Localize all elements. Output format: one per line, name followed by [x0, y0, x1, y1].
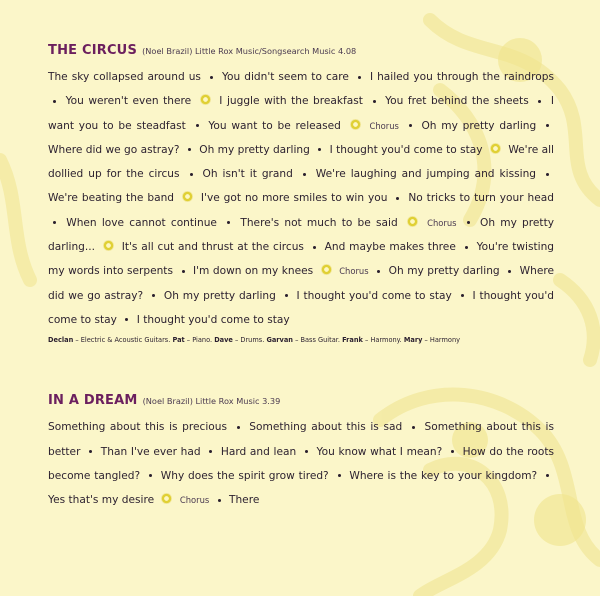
musician-name: Dave — [214, 336, 233, 345]
bullet-separator — [313, 246, 316, 249]
sun-icon — [350, 119, 361, 130]
musician-name: Frank — [342, 336, 363, 345]
bullet-separator — [285, 294, 288, 297]
song-heading — [48, 390, 554, 410]
bullet-separator — [218, 499, 221, 502]
lyric-line: You're twisting my words into serpents — [48, 241, 555, 278]
bullet-separator — [125, 318, 128, 321]
lyric-line: I thought you'd come to stay — [329, 143, 483, 156]
bullet-separator — [508, 270, 511, 273]
lyric-line: I thought you'd come to stay — [296, 289, 452, 302]
lyric-line: Than I've ever had — [100, 445, 201, 458]
bullet-separator — [210, 76, 213, 79]
bullet-separator — [338, 474, 341, 477]
lyric-line: Why does the spirit grow tired? — [160, 469, 329, 482]
musician-credits — [48, 334, 554, 346]
lyric-line: I thought you'd come to stay — [48, 289, 555, 326]
lyric-line: Oh my pretty darling... — [48, 216, 554, 254]
lyric-line: And maybe makes three — [324, 241, 456, 254]
bullet-separator — [396, 197, 399, 200]
bullet-separator — [546, 124, 549, 127]
lyric-line: How do the roots become tangled? — [48, 445, 555, 482]
musician-name: Declan — [48, 336, 74, 345]
bullet-separator — [461, 294, 464, 297]
lyric-line: It's all cut and thrust at the circus — [121, 241, 304, 254]
lyric-line: I've got no more smiles to win you — [200, 192, 388, 205]
lyric-line: There's not much to be said — [240, 216, 398, 229]
song-title: THE CIRCUS — [48, 43, 138, 58]
bullet-separator — [377, 270, 380, 273]
bullet-separator — [305, 450, 308, 453]
chorus-marker: Chorus — [369, 120, 399, 131]
lyric-line: No tricks to turn your head — [408, 192, 554, 205]
chorus-marker: Chorus — [179, 495, 210, 506]
lyric-line: We're beating the band — [48, 192, 175, 205]
chorus-marker: Chorus — [339, 266, 369, 277]
lyric-line: You fret behind the sheets — [385, 95, 529, 108]
bullet-separator — [412, 426, 415, 429]
song-lyrics — [48, 415, 554, 512]
sun-icon — [161, 493, 172, 504]
lyric-line: Oh isn't it grand — [202, 168, 293, 181]
song-section — [48, 40, 554, 346]
lyric-line: When love cannot continue — [66, 216, 217, 229]
musician-name: Garvan — [266, 336, 293, 345]
lyric-line: Oh my pretty darling — [421, 119, 537, 132]
lyric-line: Where is the key to your kingdom? — [349, 469, 538, 482]
bullet-separator — [209, 450, 212, 453]
musician-role: – Drums. — [232, 336, 265, 345]
sun-icon — [407, 216, 418, 227]
bullet-separator — [546, 173, 549, 176]
bullet-separator — [149, 474, 152, 477]
bullet-separator — [318, 148, 321, 151]
bullet-separator — [237, 426, 240, 429]
lyric-line: Yes that's my desire — [48, 494, 155, 507]
bullet-separator — [451, 450, 454, 453]
lyric-line: I juggle with the breakfast — [219, 95, 363, 108]
lyric-line: I thought you'd come to stay — [136, 313, 290, 326]
bullet-separator — [188, 148, 191, 151]
lyric-line: The sky collapsed around us — [48, 71, 201, 83]
bullet-separator — [196, 124, 199, 127]
sun-icon — [182, 191, 193, 202]
sun-icon — [200, 94, 211, 105]
lyric-line: Hard and lean — [220, 445, 297, 458]
lyric-line: There — [229, 494, 260, 507]
bullet-separator — [303, 173, 306, 176]
musician-role: – Bass Guitar. — [293, 336, 340, 345]
bullet-separator — [358, 76, 361, 79]
lyric-line: Something about this is sad — [249, 421, 403, 434]
song-section — [48, 390, 554, 512]
lyric-line: You weren't even there — [65, 95, 192, 108]
bullet-separator — [538, 100, 541, 103]
musician-name: Mary — [403, 336, 423, 345]
bullet-separator — [227, 221, 230, 224]
musician-role: – Piano. — [184, 336, 213, 345]
bullet-separator — [53, 221, 56, 224]
lyric-line: Oh my pretty darling — [163, 289, 276, 302]
lyric-line: You want to be released — [208, 119, 341, 132]
lyric-line: You know what I mean? — [316, 445, 443, 458]
sun-icon — [490, 143, 501, 154]
musician-role: – Harmony. — [362, 336, 402, 345]
song-heading — [48, 40, 554, 60]
bullet-separator — [546, 474, 549, 477]
lyric-line: I hailed you through the raindrops — [369, 71, 554, 83]
musician-name: Pat — [172, 336, 185, 345]
musician-role: – Electric & Acoustic Guitars. — [73, 336, 171, 345]
bullet-separator — [409, 124, 412, 127]
chorus-marker: Chorus — [427, 217, 457, 228]
lyric-line: I want you to be steadfast — [48, 95, 554, 132]
musician-role: – Harmony — [422, 336, 461, 345]
lyric-line: Where did we go astray? — [48, 265, 555, 302]
lyrics-booklet-page — [48, 40, 554, 512]
bullet-separator — [152, 294, 155, 297]
bullet-separator — [89, 450, 92, 453]
lyric-line: Oh my pretty darling — [388, 265, 500, 278]
lyric-line: We're all dollied up for the circus — [48, 143, 554, 181]
lyric-line: I'm down on my knees — [193, 265, 314, 278]
song-title: IN A DREAM — [48, 393, 138, 409]
sun-icon — [321, 264, 332, 275]
lyric-line: Oh my pretty darling — [199, 143, 310, 156]
song-credits-meta: (Noel Brazil) Little Rox Music/Songsearch Music 4.08 — [142, 46, 357, 56]
bullet-separator — [465, 246, 468, 249]
song-credits-meta: (Noel Brazil) Little Rox Music 3.39 — [142, 396, 281, 407]
lyric-line: Something about this is better — [48, 421, 555, 458]
bullet-separator — [373, 100, 376, 103]
lyric-line: Something about this is precious — [48, 421, 228, 434]
lyric-line: You didn't seem to care — [221, 71, 349, 83]
lyric-line: We're laughing and jumping and kissing — [315, 168, 537, 181]
bullet-separator — [467, 221, 470, 224]
lyric-line: Where did we go astray? — [48, 143, 180, 156]
bullet-separator — [53, 100, 56, 103]
sun-icon — [103, 240, 114, 251]
bullet-separator — [190, 173, 193, 176]
song-lyrics — [48, 65, 554, 332]
bullet-separator — [182, 270, 185, 273]
